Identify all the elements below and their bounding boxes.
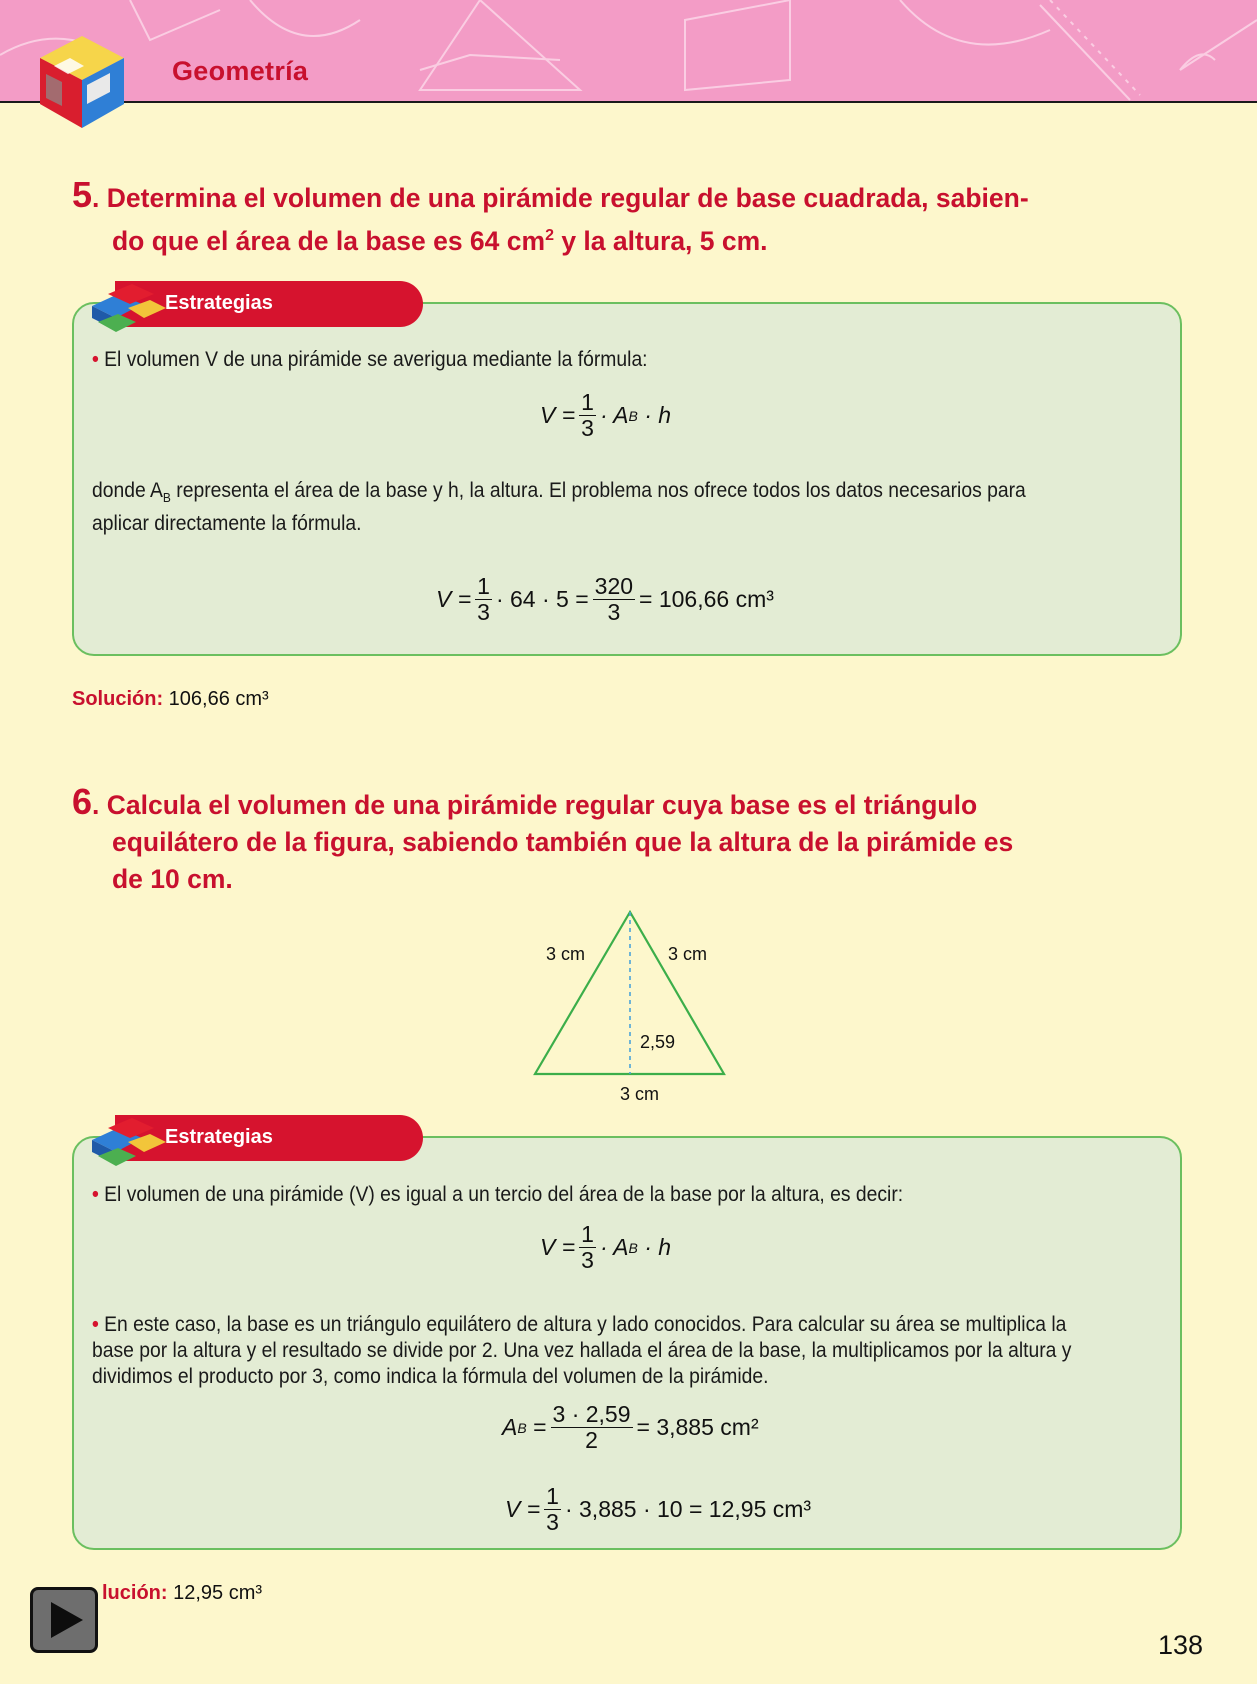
text: aplicar directamente la fórmula. — [92, 512, 362, 536]
geometry-drawings-decoration — [0, 0, 1257, 103]
geometry-cube-icon — [32, 30, 132, 130]
text: base por la altura y el resultado se divide por 2. Una vez hallada el área de la base, la multiplicamos por la altura y — [92, 1339, 1072, 1362]
page-header — [0, 0, 1257, 103]
strategy-text: • El volumen de una pirámide (V) es igual a un tercio del área de la base por la altura, es decir: — [92, 1183, 904, 1206]
fraction — [551, 1402, 633, 1453]
problem-text: equilátero de la figura, sabiendo también que la altura de la pirámide es — [112, 827, 1014, 857]
fraction — [544, 1484, 561, 1535]
play-icon — [33, 1590, 95, 1650]
subscript: B — [162, 490, 171, 506]
formula-volume-calculation — [505, 1484, 811, 1535]
numerator: 1 — [581, 389, 594, 415]
formula-part: · A — [599, 1234, 629, 1260]
page-number: 138 — [1158, 1630, 1204, 1660]
solution-value: 106,66 cm³ — [168, 688, 269, 710]
problem-number: 5 — [72, 174, 93, 215]
solution-label: Solución: — [72, 688, 164, 710]
puzzle-pieces-icon — [88, 1110, 168, 1168]
problem-text: . Calcula el volumen de una pirámide regular cuya base es el triángulo — [92, 790, 978, 820]
superscript: 2 — [545, 227, 554, 244]
text: El volumen V de una pirámide se averigua mediante la fórmula: — [104, 348, 648, 371]
formula-volume — [540, 1222, 671, 1273]
triangle-base-label: 3 cm — [620, 1084, 660, 1104]
formula-part: V = — [436, 586, 472, 612]
puzzle-pieces-icon — [88, 276, 168, 334]
fraction — [593, 574, 635, 625]
formula-part: = 106,66 cm³ — [639, 586, 774, 612]
formula-part: = — [533, 1414, 547, 1440]
formula-volume-calculation — [436, 574, 774, 625]
formula-part: A — [502, 1414, 518, 1440]
subscript: B — [628, 407, 638, 424]
formula-part: V = — [540, 1234, 576, 1260]
strategy-label: Estrategias — [165, 1126, 273, 1148]
text: El volumen de una pirámide (V) es igual a un tercio del área de la base por la altura, es decir: — [104, 1183, 904, 1206]
subscript: B — [517, 1419, 527, 1436]
text: representa el área de la base y h, la altura. El problema nos ofrece todos los datos necesarios para — [170, 479, 1026, 502]
formula-part: = 3,885 cm² — [636, 1414, 759, 1440]
triangle-right-side-label: 3 cm — [668, 944, 708, 964]
section-title: Geometría — [172, 56, 309, 86]
problem-6-statement — [72, 783, 1013, 898]
equilateral-triangle-figure — [530, 908, 730, 1078]
formula-part: · A — [599, 402, 629, 428]
problem-5-statement — [72, 176, 1029, 260]
solution-value: 12,95 cm³ — [173, 1582, 263, 1604]
numerator: 1 — [581, 1221, 594, 1247]
fraction — [579, 1222, 596, 1273]
fraction — [579, 390, 596, 441]
strategy-text — [92, 478, 1026, 537]
strategy-text: • El volumen V de una pirámide se averigua mediante la fórmula: — [92, 348, 648, 371]
subscript: B — [628, 1239, 638, 1256]
numerator: 3 · 2,59 — [552, 1401, 631, 1427]
problem-text: . Determina el volumen de una pirámide regular de base cuadrada, sabien- — [92, 183, 1029, 213]
problem-text: de 10 cm. — [112, 864, 233, 894]
denominator: 2 — [585, 1427, 598, 1453]
solution-5 — [72, 688, 269, 711]
formula-part: V = — [540, 402, 576, 428]
denominator: 3 — [581, 1247, 594, 1273]
strategy-text: • En este caso, la base es un triángulo equilátero de altura y lado conocidos. Para calcular su área se multiplica la base por la altura y el resultado se divide por 2. Una vez hallada el área de la base, la multiplicamos por la altura y dividimos el producto por 3, como indica la fórmula del volumen de la pirámide. — [92, 1313, 1072, 1388]
text: dividimos el producto por 3, como indica la fórmula del volumen de la pirámide. — [92, 1365, 769, 1388]
denominator: 3 — [581, 415, 594, 441]
denominator: 3 — [546, 1509, 559, 1535]
denominator: 3 — [477, 599, 490, 625]
fraction — [475, 574, 492, 625]
problem-number: 6 — [72, 781, 93, 822]
numerator: 1 — [546, 1483, 559, 1509]
triangle-left-side-label: 3 cm — [546, 944, 586, 964]
formula-volume — [540, 390, 671, 441]
play-button[interactable] — [30, 1587, 98, 1653]
solution-6 — [102, 1582, 262, 1605]
numerator: 1 — [477, 573, 490, 599]
header-rule — [0, 101, 1257, 103]
problem-text: do que el área de la base es 64 cm — [112, 225, 546, 256]
formula-part: V = — [505, 1496, 541, 1522]
formula-base-area — [502, 1402, 759, 1453]
strategy-label: Estrategias — [165, 292, 273, 314]
formula-part: · 3,885 · 10 = 12,95 cm³ — [564, 1496, 812, 1522]
problem-text: y la altura, 5 cm. — [553, 225, 768, 256]
denominator: 3 — [607, 599, 621, 625]
formula-part: · 64 · 5 = — [495, 586, 589, 612]
text: donde A — [92, 479, 163, 502]
formula-part: · h — [644, 1234, 672, 1260]
text: En este caso, la base es un triángulo equilátero de altura y lado conocidos. Para calcular su área se multiplica la — [104, 1313, 1067, 1336]
solution-label: lución: — [102, 1582, 168, 1604]
triangle-height-label: 2,59 — [640, 1032, 676, 1052]
formula-part: · h — [644, 402, 672, 428]
numerator: 320 — [594, 573, 634, 599]
